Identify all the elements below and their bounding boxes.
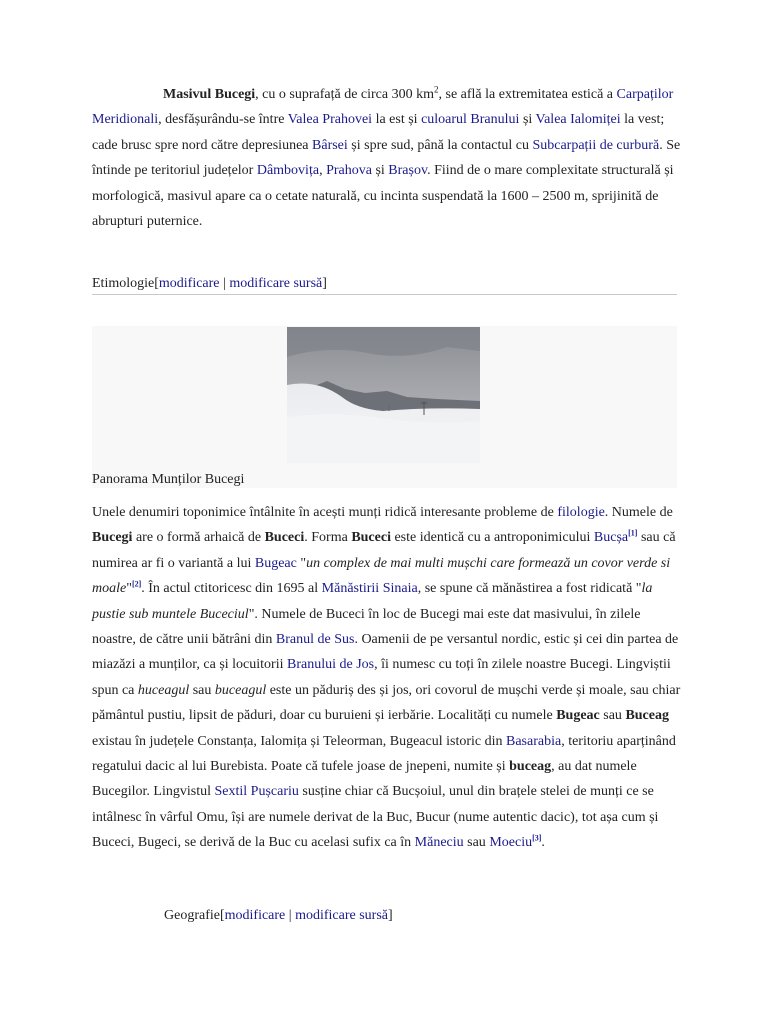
link-branului-de-jos[interactable]: Branului de Jos <box>287 657 375 673</box>
text: sau că numirea ar fi o variantă a lui <box>92 530 676 571</box>
link-dambovita[interactable]: Dâmbovița <box>256 163 320 179</box>
edit-link[interactable]: modificare <box>158 276 220 291</box>
text: este un păduriș des și jos, ori covorul de mușchi verde și moale, sau chiar pământul pustiu, lipsit de păduri, doar cu buruieni și ierbărie. Localități cu numele <box>92 682 681 724</box>
bold-term: Masivul Bucegi <box>163 87 256 102</box>
text: , desfășurându-se între <box>158 112 288 128</box>
link-basarabia[interactable]: Basarabia <box>506 733 562 749</box>
bold-term: Buceci <box>264 530 305 546</box>
superscript: 2 <box>434 84 439 95</box>
link-branul-de-sus[interactable]: Branul de Sus <box>275 632 355 648</box>
text: . Numele de <box>604 505 673 520</box>
mountain-photo-image <box>287 327 480 463</box>
bold-term: Buceci <box>351 530 391 546</box>
link-culoarul-branului[interactable]: culoarul Branului <box>421 112 520 128</box>
figure-caption: Panorama Munților Bucegi <box>92 472 245 487</box>
link-subcarpatii-de-curbura[interactable]: Subcarpații de curbură <box>532 137 660 153</box>
edit-source-link[interactable]: modificare sursă <box>229 276 323 291</box>
bold-term: Bucegi <box>92 530 133 546</box>
text: . Se întinde pe teritoriul județelor <box>92 137 681 179</box>
section-heading-etimologie <box>92 274 677 295</box>
intro-paragraph <box>92 82 682 234</box>
bracket: [ <box>154 276 159 291</box>
text: . În actul ctitoricesc din 1695 al <box>141 581 322 597</box>
text: este identică cu a antroponimicului <box>390 530 594 546</box>
reference-link[interactable]: [3] <box>532 833 542 843</box>
text: existau în județele Constanța, Ialomița și Teleorman, Bugeacul istoric din <box>92 733 506 749</box>
italic-quote: la pustie sub muntele Buceciul <box>92 581 653 622</box>
bold-term: Bugeac <box>556 708 600 724</box>
link-manastirii-sinaia[interactable]: Mănăstirii Sinaia <box>321 581 418 597</box>
text: sau <box>189 682 215 698</box>
text: și spre sud, până la contactul cu <box>347 137 533 153</box>
text: are o formă arhaică de <box>132 530 265 546</box>
text: sau <box>599 708 626 724</box>
text: , cu o suprafață de circa 300 km <box>255 87 434 102</box>
text: , se află la extremitatea estică a <box>438 87 617 102</box>
link-prahova[interactable]: Prahova <box>326 163 372 179</box>
link-maneciu[interactable]: Măneciu <box>414 835 464 851</box>
link-bucsa[interactable]: Bucșa <box>593 530 629 546</box>
text: și <box>519 112 536 128</box>
text: . Oamenii de pe versantul nordic, estic și cei din partea de miazăzi a munților, ca și locuitorii <box>92 632 679 673</box>
link-bugeac[interactable]: Bugeac <box>254 555 297 571</box>
text: , se spune că mănăstirea a fost ridicată " <box>417 581 642 597</box>
panorama-photo[interactable] <box>287 327 480 463</box>
text: , îi numesc cu toți în zilele noastre Bucegi. Lingviștii spun ca <box>92 657 671 698</box>
etymology-paragraph <box>92 500 682 856</box>
text: ". Numele de Buceci în loc de Bucegi mai este dat masivului, în zilele noastre, de către unii bătrâni din <box>92 606 641 648</box>
text: " <box>296 555 307 571</box>
reference-link[interactable]: [2] <box>131 579 142 589</box>
italic-term: huceagul <box>137 682 190 698</box>
italic-quote: un complex de mai multi mușchi care formează un covor verde si moale <box>92 555 671 597</box>
text: și <box>371 163 389 179</box>
bold-term: Buceag <box>625 708 669 724</box>
bold-term: buceag <box>509 759 552 775</box>
link-filologie[interactable]: filologie <box>557 505 605 520</box>
edit-link[interactable]: modificare <box>224 908 286 923</box>
edit-source-link[interactable]: modificare sursă <box>295 908 389 923</box>
separator: | <box>285 908 296 923</box>
bracket: ] <box>388 908 393 923</box>
link-moeciu[interactable]: Moeciu <box>489 835 533 851</box>
heading-title: Geografie <box>164 908 220 923</box>
text: . Fiind de o mare complexitate structurală și morfologică, masivul apare ca o cetate naturală, cu incinta suspendată la 1600 – 2500 m, sprijinită de abrupturi puternice. <box>92 163 674 230</box>
text: sau <box>463 835 490 851</box>
bracket: [ <box>219 908 225 923</box>
figure-panorama <box>92 326 677 488</box>
italic-term: buceagul <box>214 682 267 698</box>
bracket: ] <box>322 276 327 291</box>
text: , <box>319 163 327 179</box>
heading-title: Etimologie <box>92 276 155 291</box>
link-brasov[interactable]: Brașov <box>388 163 428 179</box>
section-heading-geografie <box>164 906 393 926</box>
text: , au dat numele Bucegilor. Lingvistul <box>92 759 637 800</box>
text: . Forma <box>304 530 352 546</box>
link-valea-ialomitei[interactable]: Valea Ialomiței <box>535 112 621 128</box>
text: la vest; cade brusc spre nord către depresiunea <box>92 112 665 153</box>
link-sextil-puscariu[interactable]: Sextil Pușcariu <box>214 784 299 800</box>
text: susține chiar că Bucșoiul, unul din brațele stelei de munți ce se intâlnesc în vârful Omu, își are numele derivat de la Buc, Bucur (nume autentic dacic), tot așa cum și Buceci, Bugeci, se derivă de la Buc cu acelasi sufix ca în <box>92 784 659 851</box>
text: , teritoriu aparținând regatului dacic al lui Burebista. Poate că tufele joase de jnepeni, numite și <box>92 733 676 775</box>
link-barsei[interactable]: Bârsei <box>312 137 348 153</box>
text: la est și <box>372 112 422 128</box>
text: . <box>541 835 545 851</box>
reference-link[interactable]: [1] <box>628 528 638 538</box>
text: Unele denumiri toponimice întâlnite în acești munți ridică interesante probleme de <box>92 505 558 520</box>
link-valea-prahovei[interactable]: Valea Prahovei <box>287 112 373 128</box>
text: " <box>126 581 132 597</box>
link-carpatii-meridionali[interactable]: Carpaților Meridionali <box>92 87 674 128</box>
separator: | <box>219 276 230 291</box>
